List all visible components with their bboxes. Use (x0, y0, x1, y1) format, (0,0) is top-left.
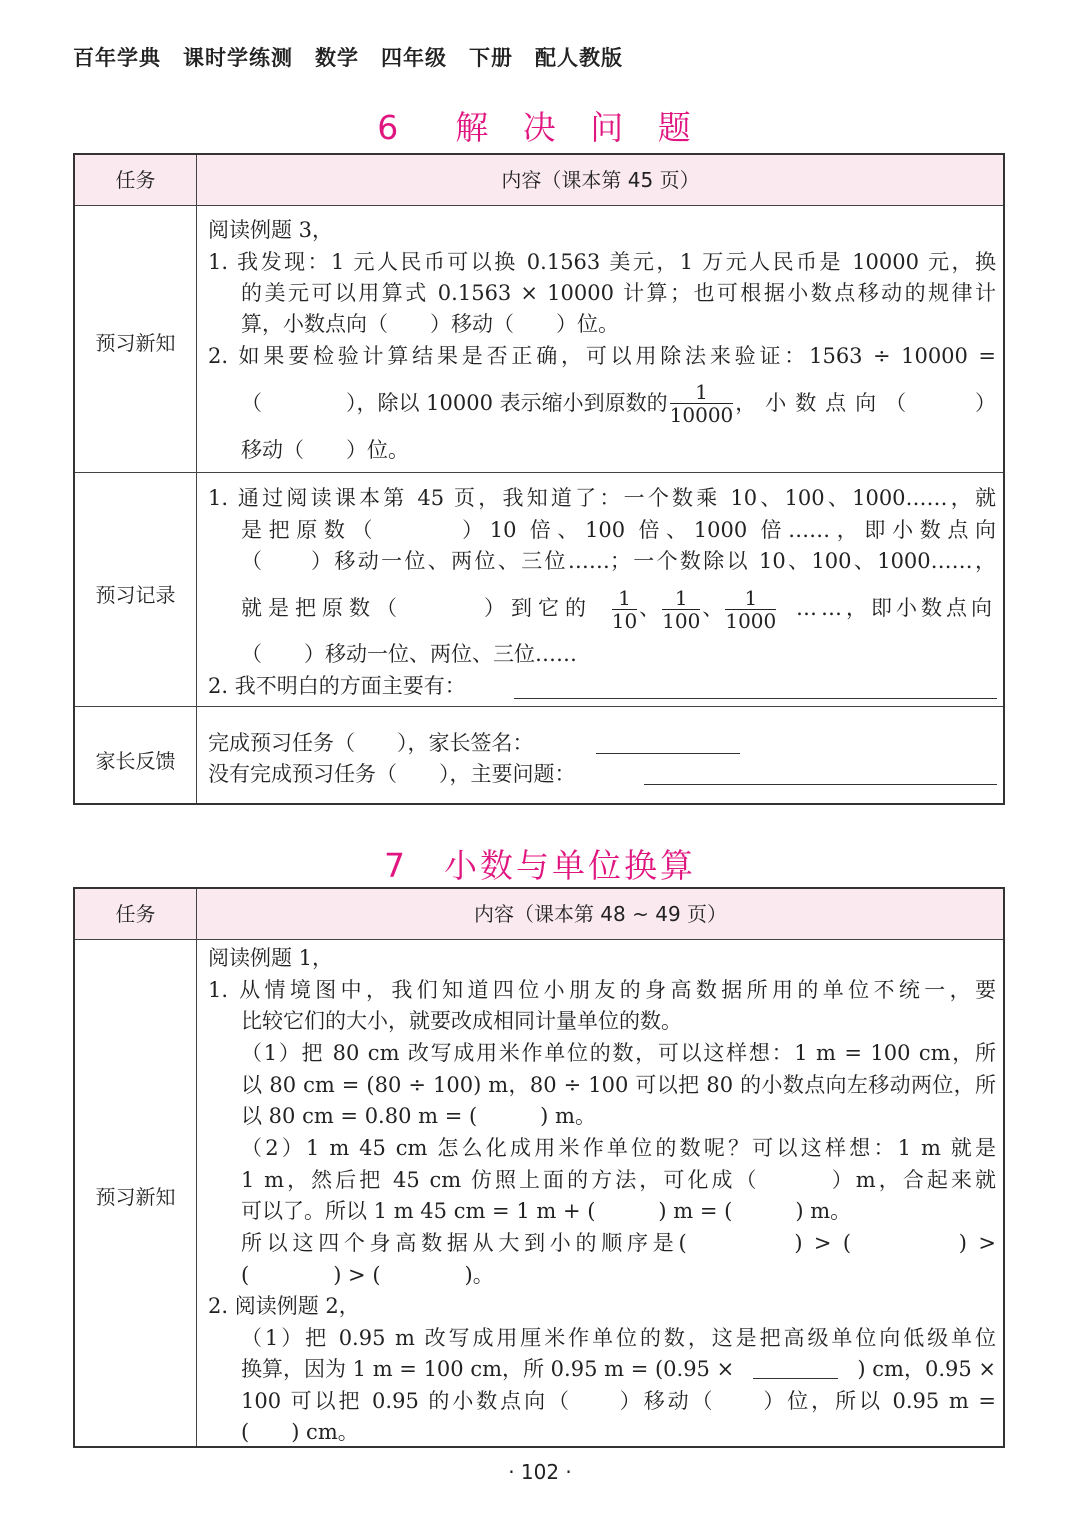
text-line: 1. 从情境图中，我们知道四位小朋友的身高数据所用的单位不统一，要 (208, 978, 996, 1002)
text-segment: 换算，因为 1 m = 100 cm，所 0.95 m = (0.95 × (241, 1357, 735, 1381)
answer-blank[interactable] (514, 698, 997, 699)
text-line: 移动（ ）位。 (241, 438, 409, 462)
text-line: （1）把 80 cm 改写成用米作单位的数，可以这样想：1 m = 100 cm，所 (241, 1041, 996, 1065)
text-segment: ，小数点向（ ） (735, 391, 996, 415)
text-line: 可以了。所以 1 m 45 cm = 1 m + ( ) m = ( ) m。 (241, 1199, 852, 1223)
denominator: 10000 (669, 403, 734, 427)
book-header (73, 42, 645, 72)
divider (196, 889, 197, 1446)
text-line: 2. 如果要检验计算结果是否正确，可以用除法来验证：1563 ÷ 10000 = (208, 344, 996, 368)
fraction (612, 587, 637, 632)
divider (75, 706, 1003, 707)
text-line: 完成预习任务（ ），家长签名： (208, 731, 534, 755)
text-line: （1）把 0.95 m 改写成用厘米作单位的数，这是把高级单位向低级单位 (241, 1326, 996, 1350)
fraction (670, 381, 734, 425)
header-subject: 数学 (315, 46, 359, 70)
text-line: 阅读例题 1， (208, 946, 334, 970)
header-book: 课时学练测 (183, 46, 293, 70)
numerator: 1 (670, 381, 734, 404)
text-line: 以 80 cm = (80 ÷ 100) m，80 ÷ 100 可以把 80 的小数点向左移动两位，所 (241, 1073, 996, 1097)
text-line: （ ）移动一位、两位、三位……；一个数除以 10、100、1000……， (241, 549, 996, 573)
text-line: （2）1 m 45 cm 怎么化成用米作单位的数呢？可以这样想：1 m 就是 (241, 1136, 996, 1160)
page-number: · 102 · (508, 1460, 572, 1484)
text-segment: （ ），除以 10000 表示缩小到原数的 (241, 391, 668, 415)
text-line: 没有完成预习任务（ ），主要问题： (208, 762, 576, 786)
text-segment: 就是把原数（ ）到它的 (241, 596, 592, 620)
text-line: ( ) > ( )。 (241, 1263, 494, 1287)
text-line: 就是把原数（ ）到它的 $\frac{1}{10}$ 、 $\frac{1}{100}$ 、 $\frac{1}{1000}$ ……，即小数点向 (241, 586, 996, 633)
row-label-record: 预习记录 (95, 583, 176, 607)
text-line: 以 80 cm = 0.80 m = ( ) m。 (241, 1104, 596, 1128)
col-content: 内容（课本第 45 页） (501, 168, 700, 192)
header-volume: 下册 (469, 46, 513, 70)
header-grade: 四年级 (381, 46, 447, 70)
text-line: 算，小数点向（ ）移动（ ）位。 (241, 312, 619, 336)
row-label-preview: 预习新知 (95, 1185, 176, 1209)
text-line: 2. 阅读例题 2， (208, 1294, 360, 1318)
row-label-parent-feedback: 家长反馈 (95, 749, 176, 773)
denominator: 1000 (725, 609, 777, 633)
row-label-preview: 预习新知 (95, 331, 176, 355)
text-line: 1 m，然后把 45 cm 仿照上面的方法，可化成（ ）m，合起来就 (241, 1168, 996, 1192)
text-segment: ) cm，0.95 × (857, 1357, 996, 1381)
divider (75, 472, 1003, 473)
answer-blank[interactable] (753, 1354, 838, 1379)
header-series: 百年学典 (73, 46, 161, 70)
numerator: 1 (612, 587, 637, 610)
signature-blank[interactable] (596, 753, 740, 754)
numerator: 1 (725, 587, 776, 610)
section-6-table (73, 153, 1005, 805)
text-line: 阅读例题 3， (208, 218, 334, 242)
text-line: 所以这四个身高数据从大到小的顺序是( ) > ( ) > (241, 1231, 996, 1255)
col-task: 任务 (115, 902, 156, 926)
text-line: 的美元可以用算式 0.1563 × 10000 计算；也可根据小数点移动的规律计 (241, 281, 996, 305)
text-line (241, 1354, 996, 1384)
text-line: 2. 我不明白的方面主要有： (208, 674, 466, 698)
text-line: 1. 通过阅读课本第 45 页，我知道了：一个数乘 10、100、1000……，就 (208, 486, 996, 510)
text-line: 比较它们的大小，就要改成相同计量单位的数。 (241, 1009, 682, 1033)
text-line: ( ) cm。 (241, 1420, 359, 1444)
col-content: 内容（课本第 48 ~ 49 页） (473, 902, 728, 926)
denominator: 10 (611, 609, 638, 633)
text-line: 100 可以把 0.95 的小数点向（ ）移动（ ）位，所以 0.95 m = (241, 1389, 996, 1413)
text-segment: ……，即小数点向 (795, 596, 996, 620)
text-line: （ ）移动一位、两位、三位…… (241, 642, 577, 666)
table-header (75, 889, 1003, 940)
fraction (725, 587, 776, 632)
text-line (241, 381, 996, 425)
problem-blank[interactable] (644, 784, 997, 785)
section-7-table (73, 887, 1005, 1448)
section-7-title: 7 小数与单位换算 (384, 846, 696, 885)
col-task: 任务 (115, 168, 156, 192)
text-line: 是把原数（ ）10 倍、100 倍、1000 倍……，即小数点向 (241, 518, 996, 542)
section-6-title: 6 解 决 问 题 (377, 108, 703, 147)
table-header (75, 155, 1003, 206)
header-edition: 配人教版 (535, 46, 623, 70)
numerator: 1 (662, 587, 700, 610)
text-line: 1. 我发现：1 元人民币可以换 0.1563 美元，1 万元人民币是 10000 元，换 (208, 250, 996, 274)
fraction (662, 587, 700, 632)
denominator: 100 (662, 609, 701, 633)
